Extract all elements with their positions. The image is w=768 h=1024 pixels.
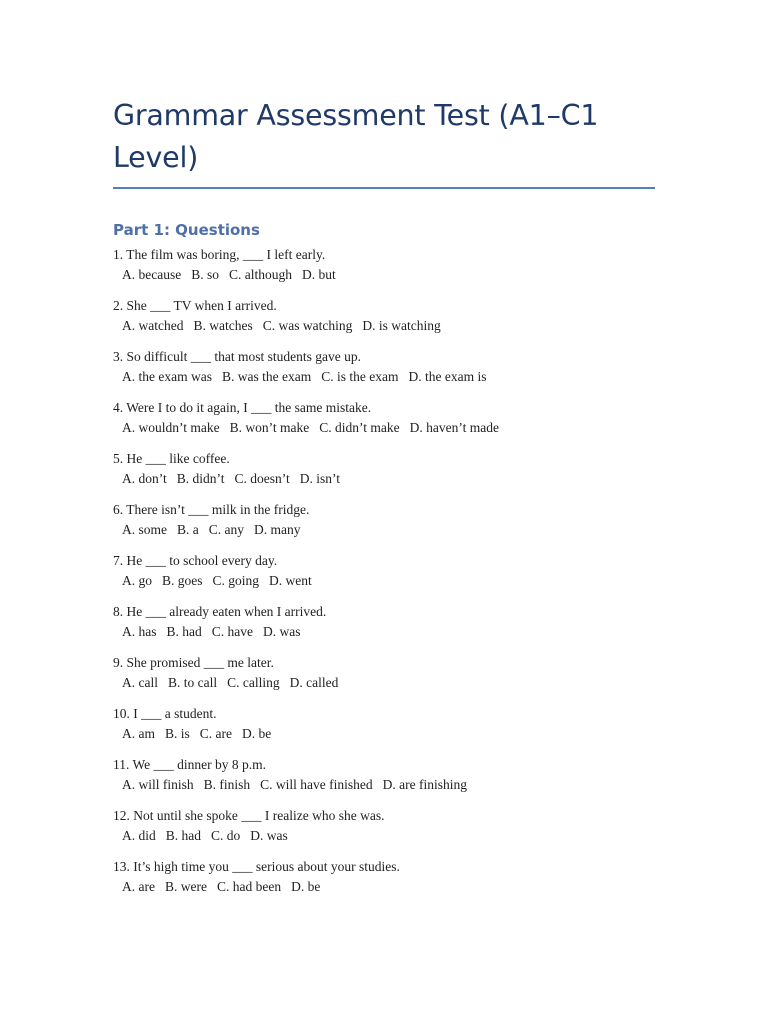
answer-option: C. although xyxy=(229,266,292,282)
answer-options xyxy=(113,316,655,336)
question-text: 7. He ___ to school every day. xyxy=(113,553,278,568)
answer-options xyxy=(113,520,655,540)
answer-option: A. some xyxy=(122,521,167,537)
page-title: Grammar Assessment Test (A1–C1 Level) xyxy=(113,99,599,174)
answer-option: C. any xyxy=(208,521,244,537)
answer-option: C. doesn’t xyxy=(234,470,290,486)
answer-option: B. won’t make xyxy=(229,419,310,435)
answer-option: B. finish xyxy=(203,776,251,792)
answer-option: A. are xyxy=(122,878,155,894)
question-text: 5. He ___ like coffee. xyxy=(113,451,230,466)
question-item xyxy=(113,704,655,743)
answer-option: B. so xyxy=(191,266,219,282)
answer-option: D. isn’t xyxy=(299,470,341,486)
answer-option: D. be xyxy=(242,725,272,741)
answer-option: A. don’t xyxy=(122,470,167,486)
answer-option: B. were xyxy=(164,878,207,894)
answer-option: B. didn’t xyxy=(176,470,225,486)
answer-option: D. but xyxy=(302,266,336,282)
answer-option: B. a xyxy=(177,521,199,537)
answer-option: C. are xyxy=(199,725,232,741)
question-item xyxy=(113,755,655,794)
answer-option: B. to call xyxy=(168,674,218,690)
answer-option: A. because xyxy=(122,266,182,282)
answer-option: A. did xyxy=(122,827,156,843)
answer-option: C. had been xyxy=(216,878,282,894)
answer-option: C. have xyxy=(211,623,253,639)
question-item xyxy=(113,245,655,284)
answer-option: B. is xyxy=(165,725,190,741)
question-text: 2. She ___ TV when I arrived. xyxy=(113,298,277,313)
answer-option: C. was watching xyxy=(262,317,353,333)
question-item xyxy=(113,398,655,437)
question-item xyxy=(113,347,655,386)
answer-option: C. do xyxy=(211,827,241,843)
answer-options xyxy=(113,469,655,489)
answer-options xyxy=(113,367,655,387)
section-heading: Part 1: Questions xyxy=(113,221,260,239)
title-divider xyxy=(113,187,655,189)
question-item xyxy=(113,806,655,845)
answer-option: B. watches xyxy=(193,317,253,333)
question-item xyxy=(113,551,655,590)
answer-option: D. many xyxy=(254,521,301,537)
question-item xyxy=(113,857,655,896)
question-text: 11. We ___ dinner by 8 p.m. xyxy=(113,757,267,772)
answer-options xyxy=(113,265,655,285)
answer-options xyxy=(113,775,655,795)
answer-option: A. has xyxy=(122,623,157,639)
answer-option: C. will have finished xyxy=(260,776,373,792)
question-text: 8. He ___ already eaten when I arrived. xyxy=(113,604,327,619)
question-item xyxy=(113,449,655,488)
answer-option: A. the exam was xyxy=(122,368,212,384)
question-item xyxy=(113,602,655,641)
answer-option: C. going xyxy=(212,572,260,588)
answer-option: D. be xyxy=(291,878,321,894)
question-text: 6. There isn’t ___ milk in the fridge. xyxy=(113,502,310,517)
answer-option: D. went xyxy=(269,572,312,588)
answer-options xyxy=(113,571,655,591)
question-text: 13. It’s high time you ___ serious about your studies. xyxy=(113,859,400,874)
answer-option: D. haven’t made xyxy=(409,419,499,435)
answer-option: B. goes xyxy=(162,572,203,588)
answer-option: D. called xyxy=(289,674,339,690)
question-list xyxy=(113,245,655,896)
question-text: 10. I ___ a student. xyxy=(113,706,217,721)
answer-option: A. go xyxy=(122,572,152,588)
answer-option: D. the exam is xyxy=(408,368,487,384)
answer-option: C. is the exam xyxy=(321,368,399,384)
answer-options xyxy=(113,622,655,642)
question-item xyxy=(113,500,655,539)
question-text: 1. The film was boring, ___ I left early. xyxy=(113,247,326,262)
answer-options xyxy=(113,877,655,897)
answer-option: B. had xyxy=(165,827,201,843)
answer-option: C. calling xyxy=(227,674,280,690)
answer-option: A. call xyxy=(122,674,158,690)
answer-option: C. didn’t make xyxy=(319,419,400,435)
question-item xyxy=(113,653,655,692)
answer-option: D. is watching xyxy=(362,317,441,333)
answer-option: B. had xyxy=(166,623,202,639)
answer-option: A. will finish xyxy=(122,776,194,792)
document-page xyxy=(113,95,655,896)
answer-options xyxy=(113,724,655,744)
answer-option: B. was the exam xyxy=(221,368,312,384)
answer-options xyxy=(113,418,655,438)
answer-options xyxy=(113,673,655,693)
answer-option: A. watched xyxy=(122,317,184,333)
question-text: 9. She promised ___ me later. xyxy=(113,655,274,670)
answer-options xyxy=(113,826,655,846)
answer-option: D. are finishing xyxy=(382,776,467,792)
answer-option: A. am xyxy=(122,725,155,741)
question-text: 12. Not until she spoke ___ I realize who she was. xyxy=(113,808,385,823)
question-text: 3. So difficult ___ that most students gave up. xyxy=(113,349,361,364)
answer-option: D. was xyxy=(263,623,301,639)
question-item xyxy=(113,296,655,335)
answer-option: A. wouldn’t make xyxy=(122,419,220,435)
answer-option: D. was xyxy=(250,827,288,843)
question-text: 4. Were I to do it again, I ___ the same mistake. xyxy=(113,400,372,415)
